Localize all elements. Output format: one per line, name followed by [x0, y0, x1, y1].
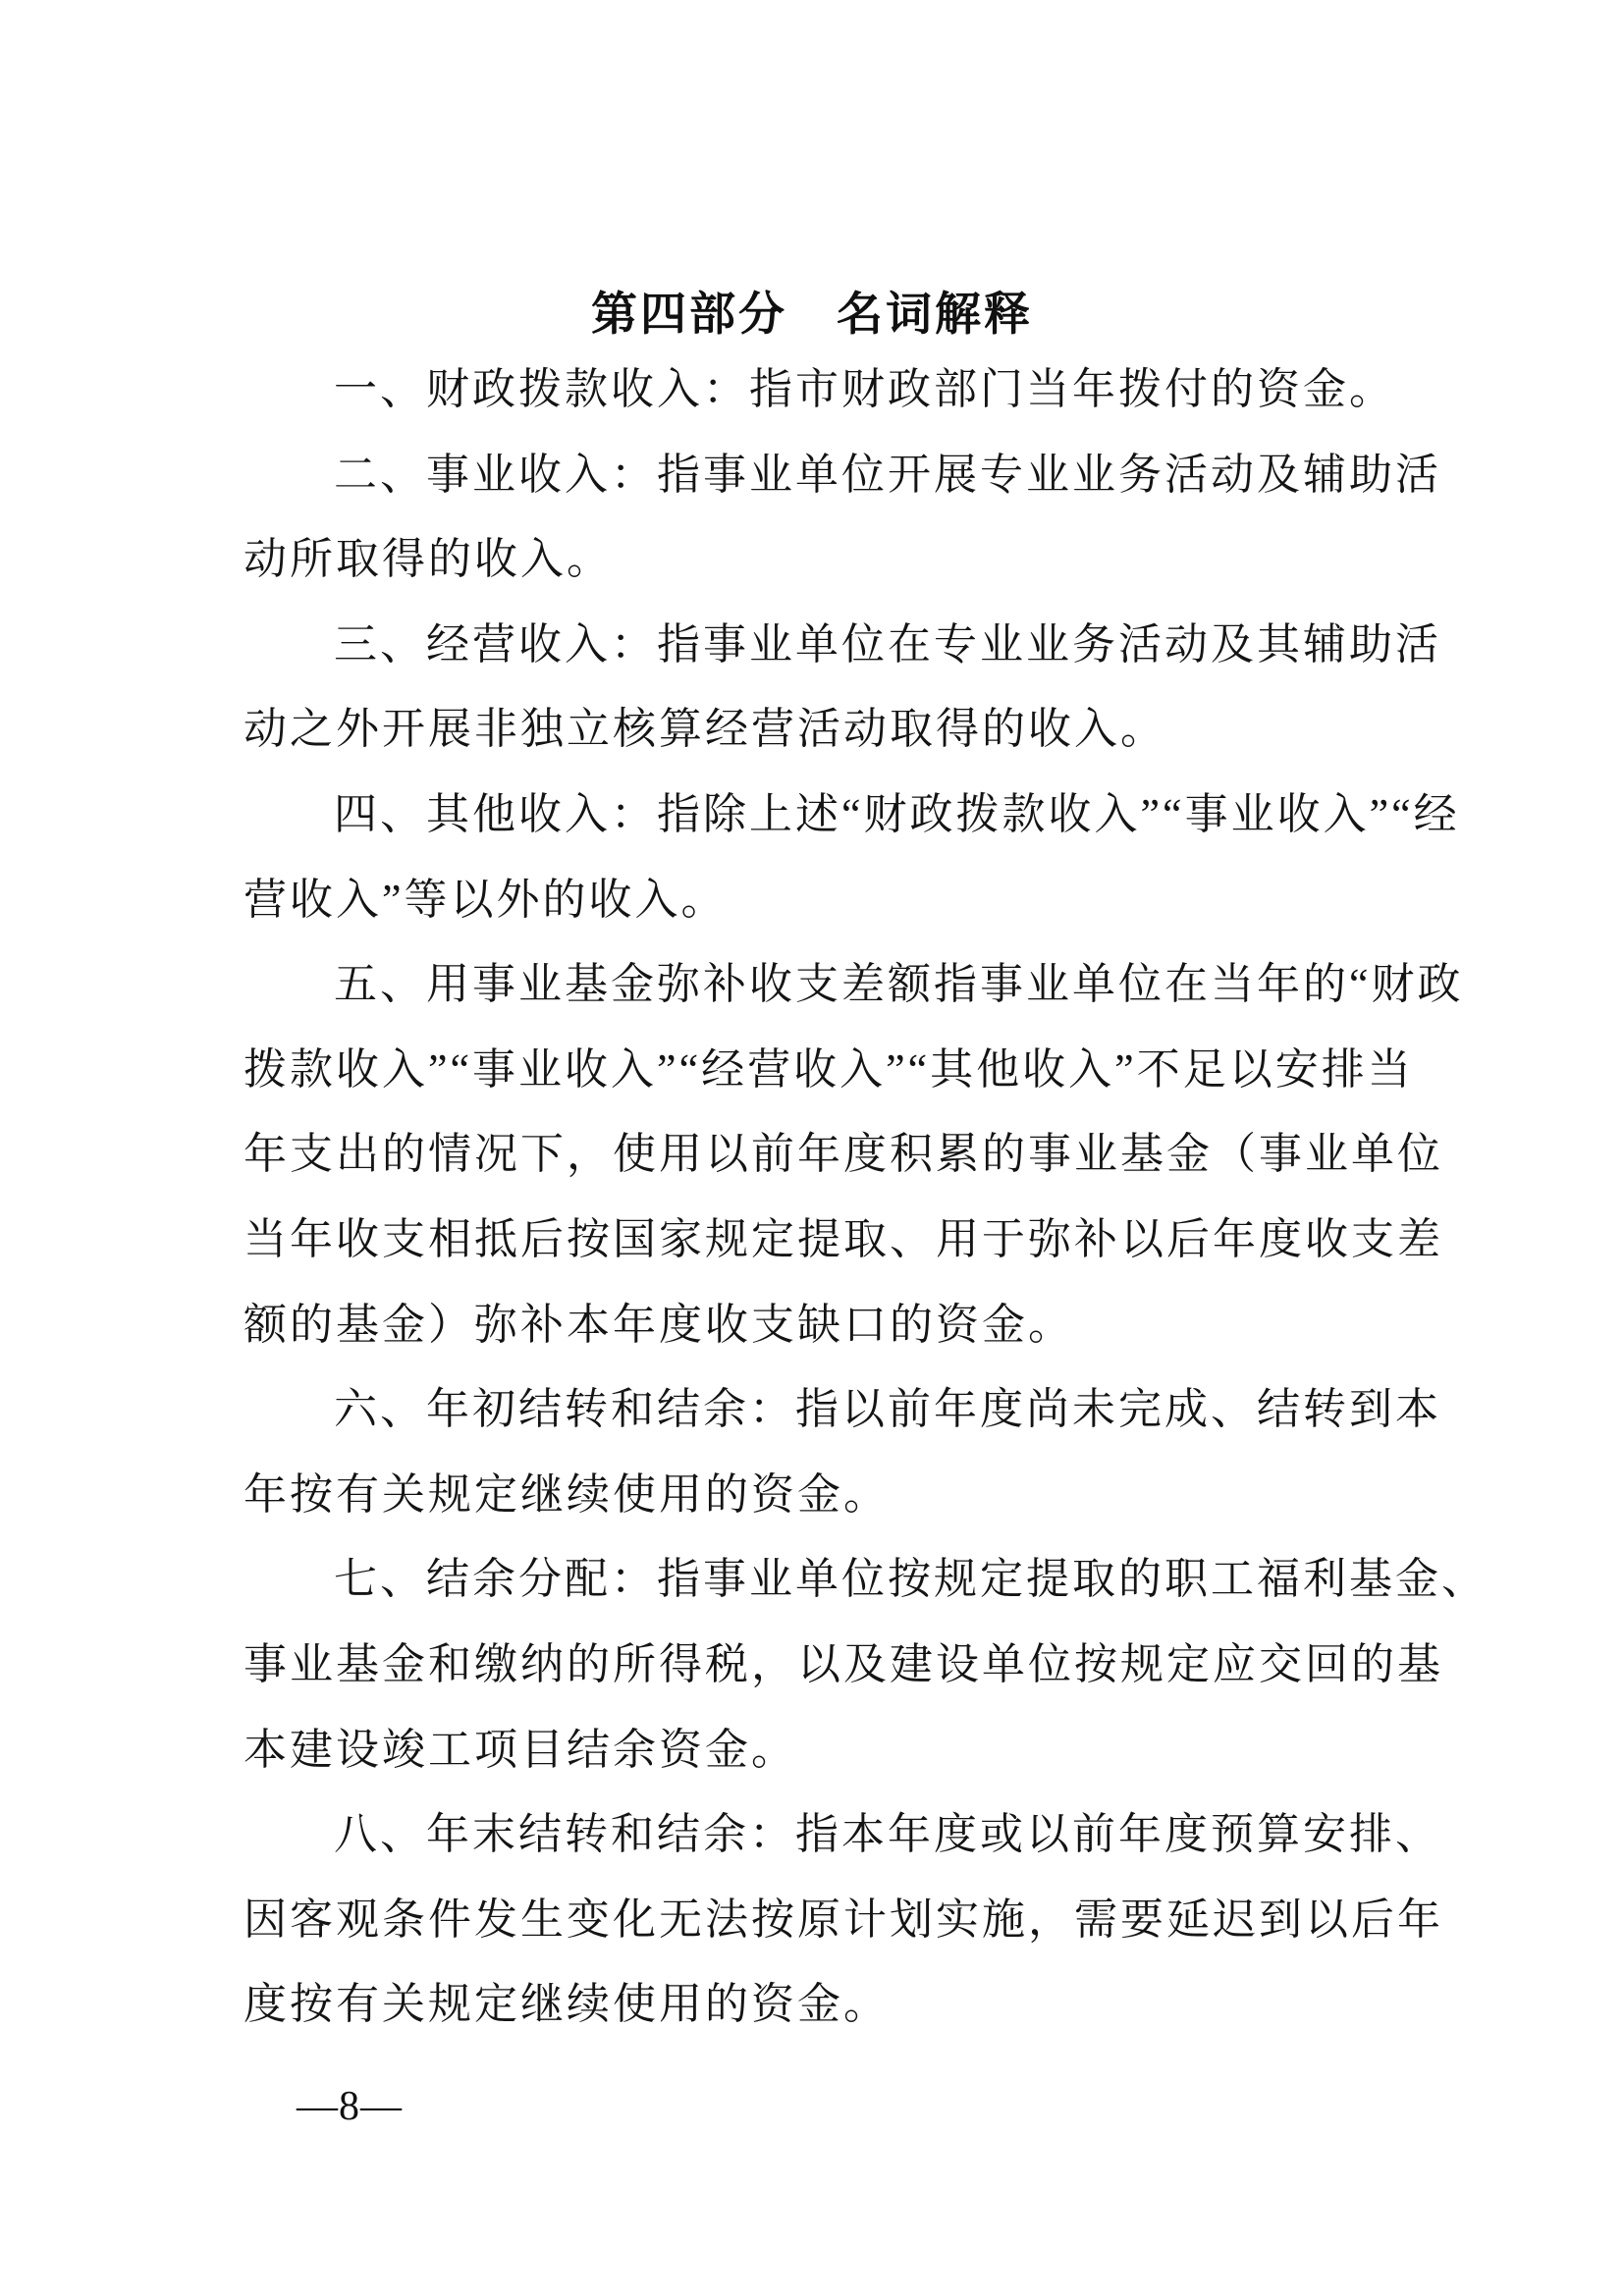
body-line: 二、事业收入：指事业单位开展专业业务活动及辅助活: [334, 450, 1441, 499]
body-line: 五、用事业基金弥补收支差额指事业单位在当年的“财政: [334, 960, 1464, 1009]
body-line: 度按有关规定继续使用的资金。: [244, 1980, 890, 2029]
page-number: —8—: [297, 2084, 403, 2129]
body-line: 七、结余分配：指事业单位按规定提取的职工福利基金、: [334, 1555, 1488, 1604]
body-line: 本建设竣工项目结余资金。: [244, 1725, 797, 1774]
body-line: 一、财政拨款收入：指市财政部门当年拨付的资金。: [334, 365, 1395, 413]
body-line: 营收入”等以外的收入。: [244, 875, 728, 924]
document-body: [244, 347, 1488, 2048]
body-line: 当年收支相抵后按国家规定提取、用于弥补以后年度收支差: [244, 1214, 1443, 1263]
body-line: 拨款收入”“事业收入”“经营收入”“其他收入”不足以安排当: [244, 1044, 1414, 1094]
body-line: 额的基金）弥补本年度收支缺口的资金。: [244, 1300, 1074, 1349]
body-line: 八、年末结转和结余：指本年度或以前年度预算安排、: [334, 1810, 1441, 1859]
body-line: 六、年初结转和结余：指以前年度尚未完成、结转到本: [334, 1385, 1441, 1434]
body-line: 年按有关规定继续使用的资金。: [244, 1469, 890, 1519]
body-line: 动所取得的收入。: [244, 535, 613, 584]
body-line: 事业基金和缴纳的所得税，以及建设单位按规定应交回的基: [244, 1639, 1443, 1688]
page-title: 第四部分 名词解释: [591, 288, 1033, 340]
body-line: 动之外开展非独立核算经营活动取得的收入。: [244, 705, 1166, 754]
body-line: 年支出的情况下，使用以前年度积累的事业基金（事业单位: [244, 1130, 1443, 1179]
body-line: 四、其他收入：指除上述“财政拨款收入”“事业收入”“经: [334, 789, 1460, 838]
body-line: 因客观条件发生变化无法按原计划实施，需要延迟到以后年: [244, 1895, 1443, 1944]
body-line: 三、经营收入：指事业单位在专业业务活动及其辅助活: [334, 619, 1441, 668]
